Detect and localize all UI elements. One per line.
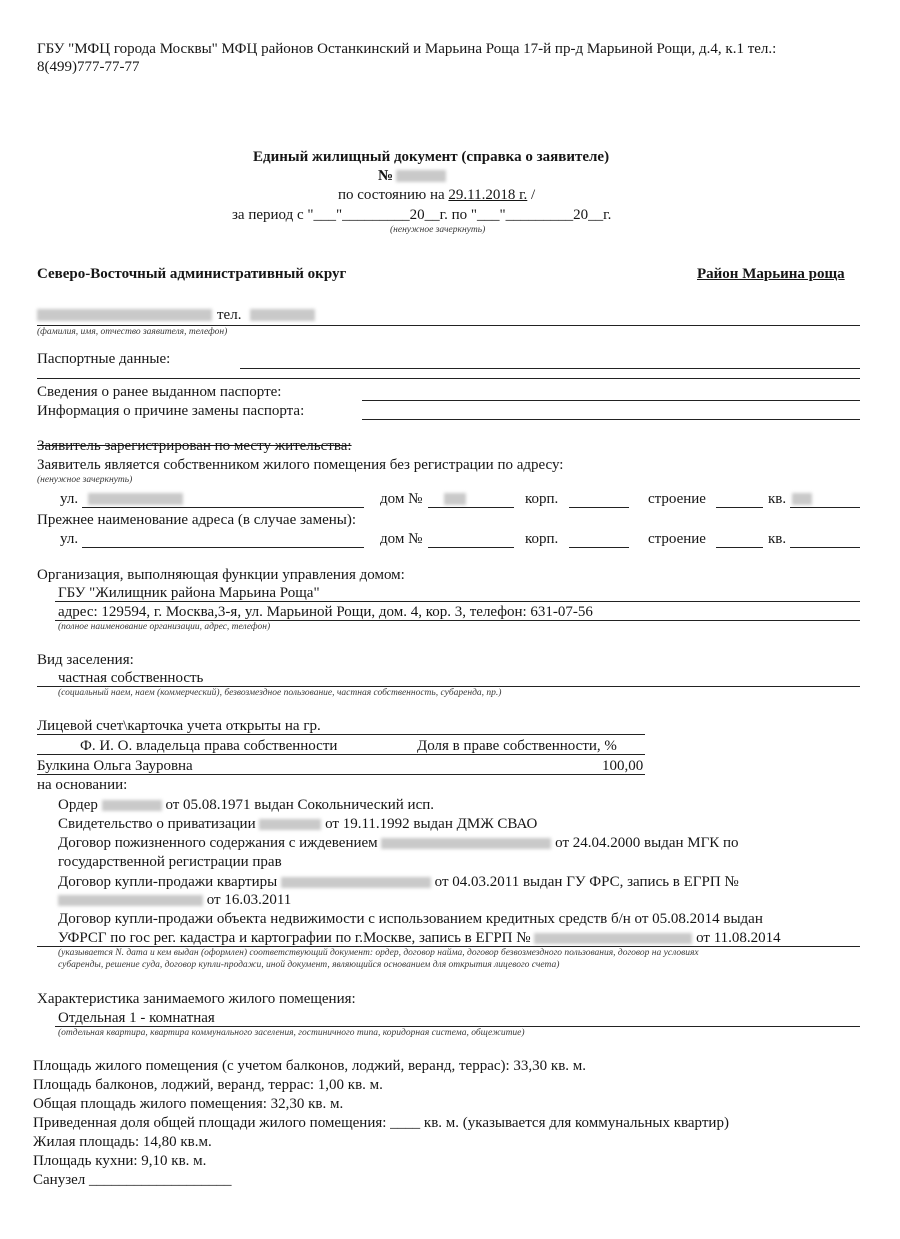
premises-value: Отдельная 1 - комнатная: [58, 1010, 215, 1026]
registered-struck: Заявитель зарегистрирован по месту жительства:: [37, 438, 352, 454]
redacted-applicant-name: [37, 309, 212, 321]
rayon-name: Район Марьина роща: [697, 266, 845, 282]
prev-house-label: дом №: [380, 531, 423, 547]
management-address-line: [55, 620, 860, 621]
basis-label: на основании:: [37, 777, 128, 793]
share-column-header: Доля в праве собственности, %: [417, 738, 617, 754]
redacted-applicant-phone: [250, 309, 315, 321]
prev-building-label: строение: [648, 531, 706, 547]
redacted-house: [444, 493, 466, 505]
redacted-privatization-number: [259, 819, 321, 830]
management-label: Организация, выполняющая функции управления домом:: [37, 567, 405, 583]
passport-line: [240, 368, 860, 369]
area-communal-share: Приведенная доля общей площади жилого помещения: ____ кв. м. (указывается для коммунальных квартир): [33, 1115, 729, 1131]
area-total-with-balconies: Площадь жилого помещения (с учетом балконов, лоджий, веранд, террас): 33,30 кв. м.: [33, 1058, 587, 1074]
basis-mortgage-contract: Договор купли-продажи объекта недвижимости с использованием кредитных средств б/н от 05.08.2014 выдан: [58, 911, 763, 927]
apt-label: кв.: [768, 491, 787, 507]
basis-sale-prefix: Договор купли-продажи квартиры: [58, 874, 278, 890]
basis-lifetime-contract: [58, 834, 739, 852]
as-of-line: [338, 186, 535, 204]
prev-address-label: Прежнее наименование адреса (в случае замены):: [37, 512, 356, 528]
period-line: за период с "___"_________20__г. по "___"_________20__г.: [232, 207, 612, 223]
applicant-underline: [37, 325, 860, 326]
basis-note-1: (указывается N. дата и кем выдан (оформлен) соответствующий документ: ордер, договор найма, договор безвозмездного пользования, договор на условиях: [58, 948, 699, 958]
as-of-suffix: /: [531, 187, 536, 203]
redacted-document-number: [396, 170, 446, 182]
basis-underline: [37, 946, 860, 947]
prev-passport-label: Сведения о ранее выданном паспорте:: [37, 384, 282, 400]
street-line: [82, 507, 364, 508]
document-number-label: №: [378, 168, 394, 184]
premises-note: (отдельная квартира, квартира коммунального заселения, гостиничного типа, коридорная система, общежитие): [58, 1028, 525, 1038]
basis-privatization-prefix: Свидетельство о приватизации: [58, 816, 256, 832]
basis-lifetime-contract-cont: государственной регистрации прав: [58, 854, 282, 870]
period-note: (ненужное зачеркнуть): [390, 225, 486, 235]
prev-street-line: [82, 547, 364, 548]
building-line: [716, 507, 763, 508]
owner-name: Булкина Ольга Зауровна: [37, 758, 193, 774]
basis-sale-suffix: от 04.03.2011 выдан ГУ ФРС, запись в ЕГРП №: [434, 874, 739, 890]
prev-apt-label: кв.: [768, 531, 787, 547]
area-kitchen: Площадь кухни: 9,10 кв. м.: [33, 1153, 207, 1169]
basis-sale-registration-date: от 16.03.2011: [206, 892, 292, 908]
owner-column-header: Ф. И. О. владельца права собственности: [80, 738, 338, 754]
settlement-note: (социальный наем, наем (коммерческий), безвозмездное пользование, частная собственность, субаренда, пр.): [58, 688, 502, 698]
management-note: (полное наименование организации, адрес, телефон): [58, 622, 271, 632]
basis-lifetime-suffix: от 24.04.2000 выдан МГК по: [555, 835, 739, 851]
basis-mortgage-prefix: УФРСГ по гос рег. кадастра и картографии по г.Москве, запись в ЕГРП №: [58, 930, 531, 946]
redacted-lifetime-number: [381, 838, 551, 849]
area-total: Общая площадь жилого помещения: 32,30 кв. м.: [33, 1096, 344, 1112]
account-label: Лицевой счет\карточка учета открыты на гр.: [37, 718, 321, 734]
settlement-label: Вид заселения:: [37, 652, 134, 668]
redacted-egrp-number: [58, 895, 203, 906]
prev-house-line: [428, 547, 514, 548]
redacted-apartment: [792, 493, 812, 505]
redacted-mortgage-egrp-number: [534, 933, 692, 944]
basis-mortgage-registration: [58, 929, 781, 947]
settlement-value: частная собственность: [58, 670, 204, 686]
issuer-line-1: ГБУ "МФЦ города Москвы" МФЦ районов Останкинский и Марьина Роща 17-й пр-д Марьиной Рощи, д.4, к.1 тел.:: [37, 41, 777, 57]
passport-line-2: [37, 378, 860, 379]
basis-note-2: субаренды, решение суда, договор купли-продажи, иной документ, являющийся основанием для открытия лицевого счета): [58, 960, 560, 970]
korp-label: корп.: [525, 491, 559, 507]
account-table-top: [37, 734, 645, 735]
redacted-street: [88, 493, 183, 505]
basis-order-suffix: от 05.08.1971 выдан Сокольнический исп.: [165, 797, 435, 813]
redacted-sale-number: [281, 877, 431, 888]
prev-korp-line: [569, 547, 629, 548]
korp-line: [569, 507, 629, 508]
building-label: строение: [648, 491, 706, 507]
bathroom-field: Санузел ___________________: [33, 1172, 232, 1188]
management-name-line: [55, 601, 860, 602]
basis-sale-registration: [58, 891, 291, 909]
house-line: [428, 507, 514, 508]
redacted-order-number: [102, 800, 162, 811]
as-of-date: 29.11.2018 г.: [448, 187, 528, 203]
issuer-phone: 8(499)777-77-77: [37, 59, 140, 75]
prev-building-line: [716, 547, 763, 548]
as-of-prefix: по состоянию на: [338, 187, 445, 203]
owner-without-registration: Заявитель является собственником жилого помещения без регистрации по адресу:: [37, 457, 564, 473]
basis-order-prefix: Ордер: [58, 797, 98, 813]
prev-apt-line: [790, 547, 860, 548]
area-balconies: Площадь балконов, лоджий, веранд, террас: 1,00 кв. м.: [33, 1077, 383, 1093]
prev-passport-line: [362, 400, 860, 401]
owner-share: 100,00: [602, 758, 644, 774]
basis-privatization: [58, 815, 537, 833]
registration-note: (ненужное зачеркнуть): [37, 475, 133, 485]
tel-label: тел.: [217, 307, 242, 323]
replace-reason-line: [362, 419, 860, 420]
prev-korp-label: корп.: [525, 531, 559, 547]
settlement-line: [37, 686, 860, 687]
management-address: адрес: 129594, г. Москва,3-я, ул. Марьиной Рощи, дом. 4, кор. 3, телефон: 631-07-56: [58, 604, 593, 620]
account-table-bottom: [37, 774, 645, 775]
area-living: Жилая площадь: 14,80 кв.м.: [33, 1134, 212, 1150]
prev-street-label: ул.: [60, 531, 79, 547]
document-title: Единый жилищный документ (справка о заявителе): [253, 149, 610, 165]
management-name: ГБУ "Жилищник района Марьина Роща": [58, 585, 320, 601]
house-label: дом №: [380, 491, 423, 507]
basis-lifetime-prefix: Договор пожизненного содержания с иждевением: [58, 835, 378, 851]
basis-privatization-suffix: от 19.11.1992 выдан ДМЖ СВАО: [325, 816, 538, 832]
basis-order: [58, 796, 434, 814]
replace-reason-label: Информация о причине замены паспорта:: [37, 403, 305, 419]
okrug-name: Северо-Восточный административный округ: [37, 266, 347, 282]
applicant-note: (фамилия, имя, отчество заявителя, телефон): [37, 327, 228, 337]
basis-mortgage-suffix: от 11.08.2014: [696, 930, 781, 946]
basis-sale-contract: [58, 873, 739, 891]
street-label: ул.: [60, 491, 79, 507]
account-table-header-line: [37, 754, 645, 755]
premises-label: Характеристика занимаемого жилого помещения:: [37, 991, 356, 1007]
passport-label: Паспортные данные:: [37, 351, 171, 367]
premises-line: [55, 1026, 860, 1027]
apt-line: [790, 507, 860, 508]
